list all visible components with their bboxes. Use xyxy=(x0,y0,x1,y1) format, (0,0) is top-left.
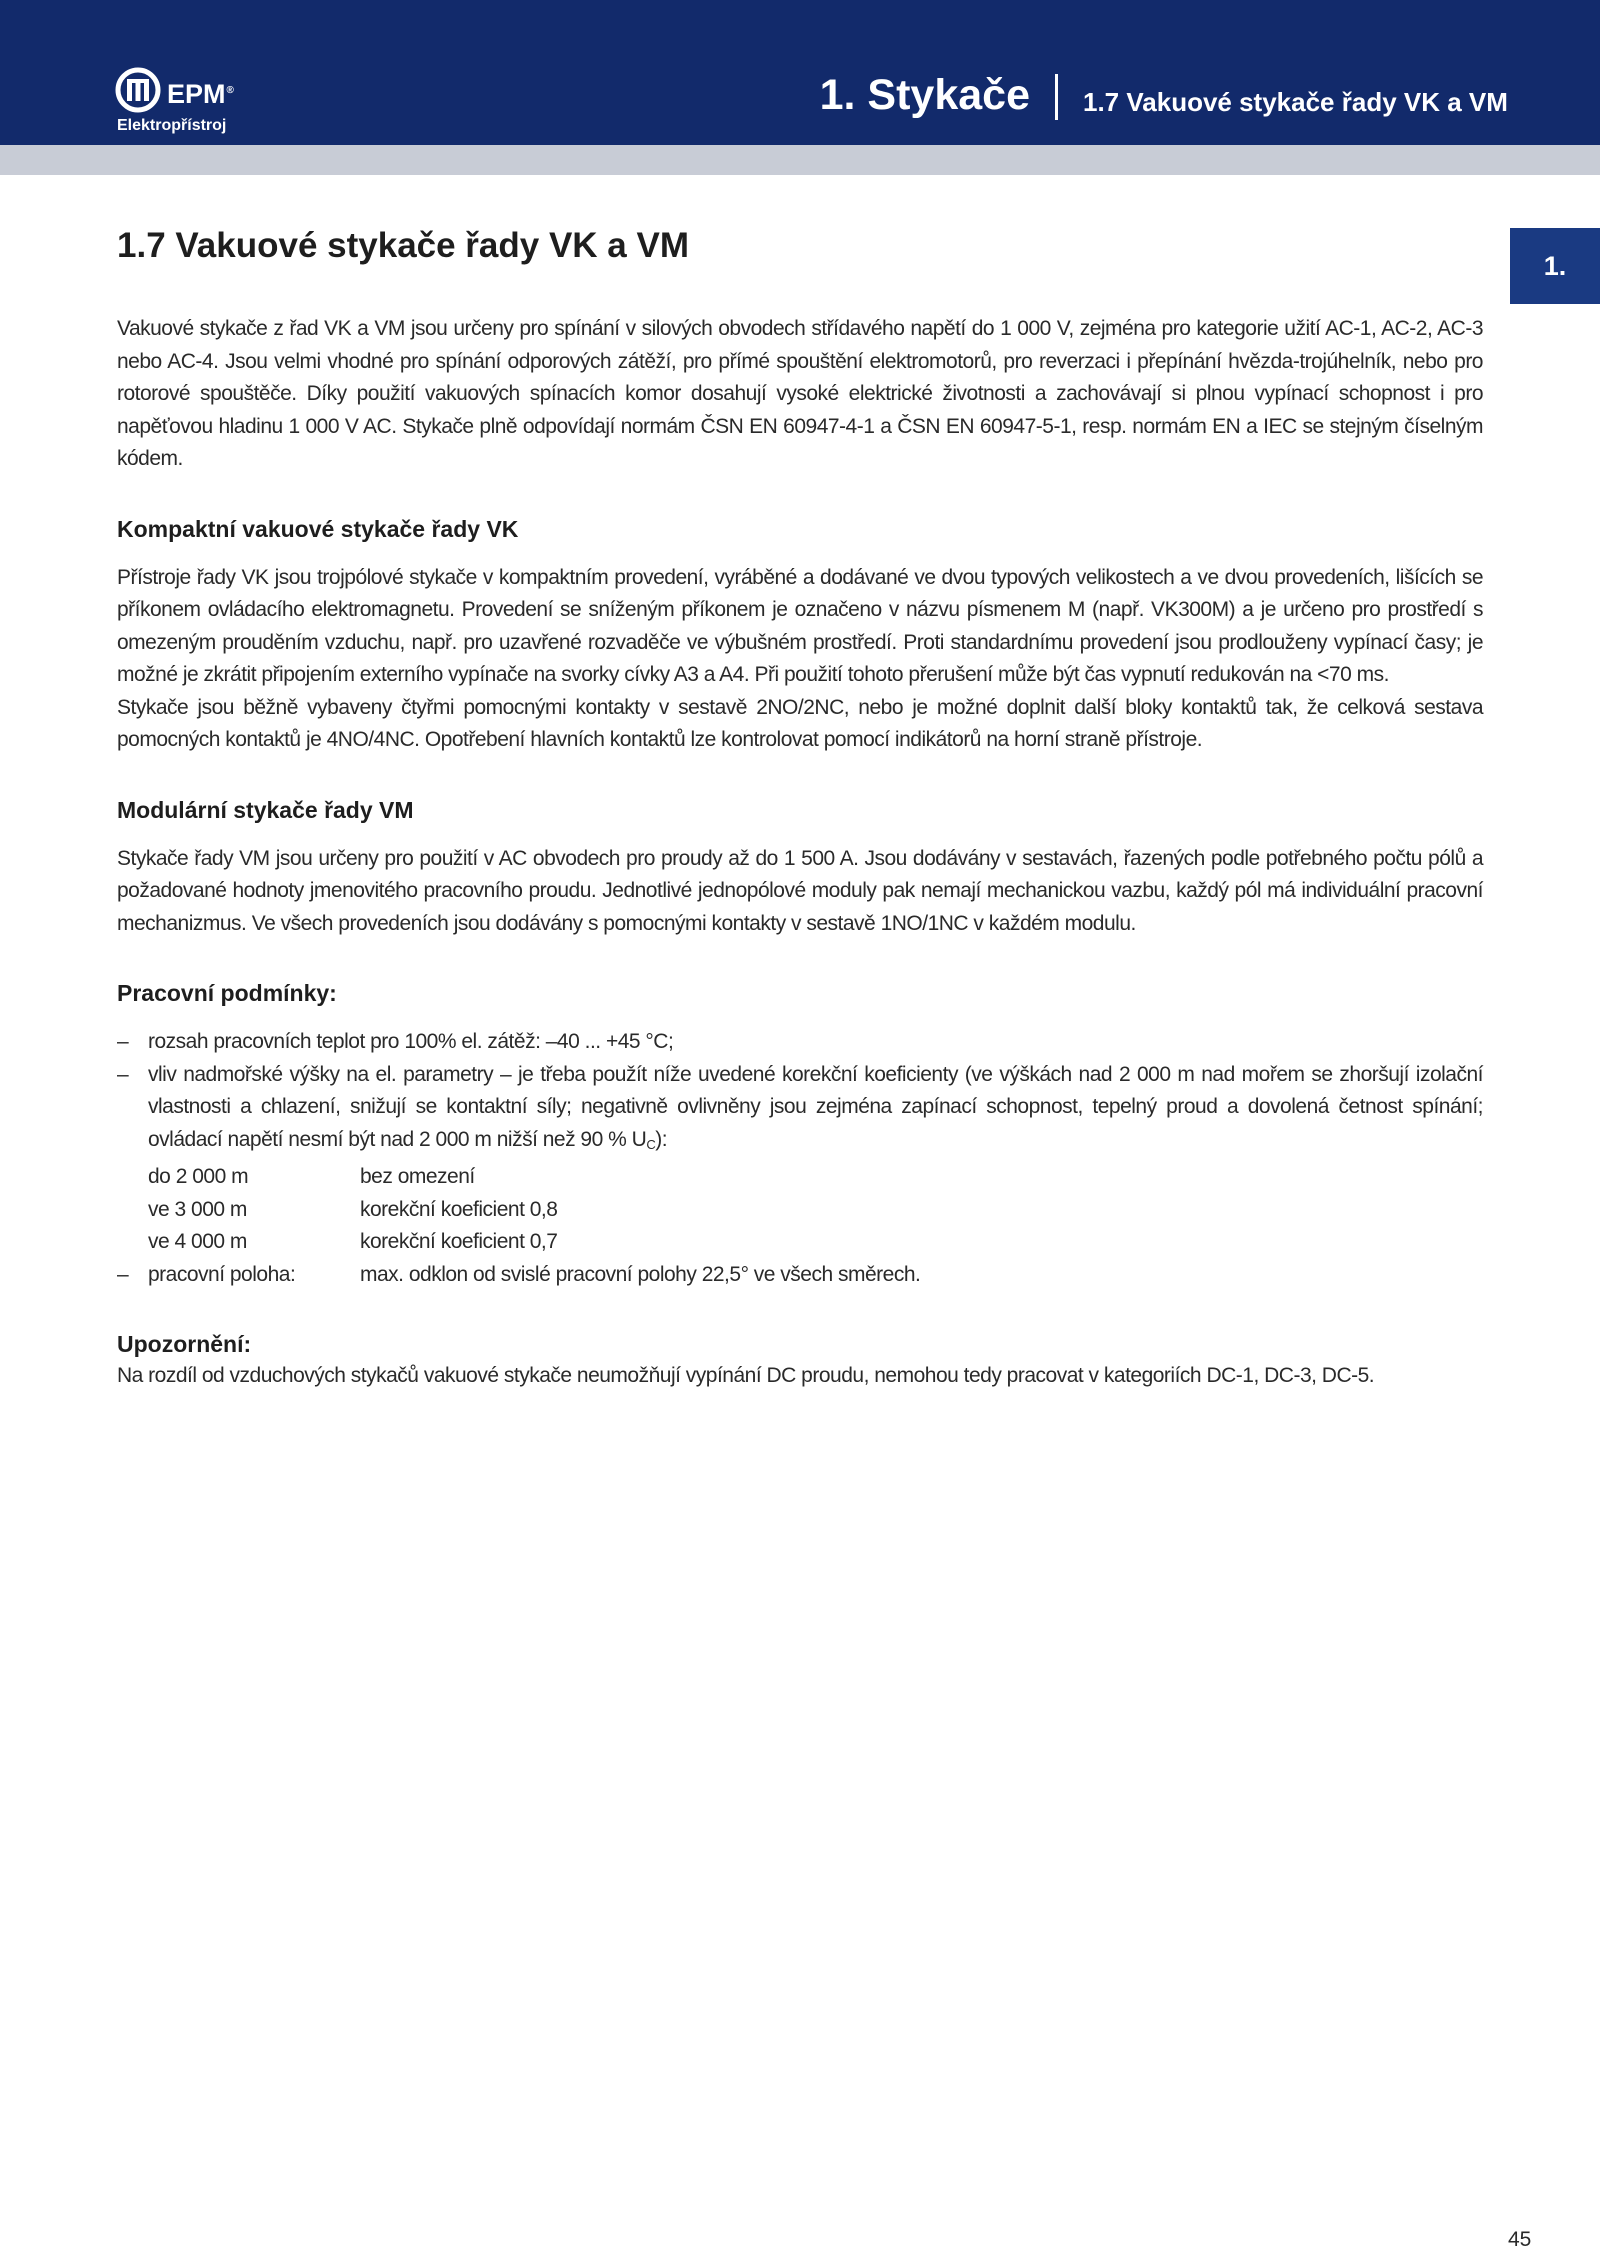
condition-altitude xyxy=(117,1059,1483,1259)
condition-position xyxy=(117,1259,1483,1292)
position-value: max. odklon od svislé pracovní polohy 22,5° ve všech směrech. xyxy=(360,1262,921,1286)
condition-altitude-text: vliv nadmořské výšky na el. parametry – je třeba použít níže uvedené korekční koeficienty (ve výškách nad 2 000 m nad mořem se zhoršují izolační vlastnosti a chlazení, snižují se kontaktní síly; negativně ovlivněny jsou zejména zapínací schopnost, tepelný proud a dovolená četnost spínání; ovládací napětí nesmí být nad 2 000 m nižší než 90 % U xyxy=(148,1062,1483,1151)
condition-altitude-end: ): xyxy=(655,1127,668,1151)
main-content xyxy=(117,222,1483,1393)
dash-bullet: – xyxy=(117,1030,129,1053)
vk-paragraph-1: Přístroje řady VK jsou trojpólové stykače v kompaktním provedení, vyráběné a dodávané ve dvou typových velikostech a ve dvou provedeních, lišících se příkonem ovládacího elektromagnetu. Provedení se sníženým příkonem je označeno v názvu písmenem M (např. VK300M) a je určeno pro prostředí s omezeným prouděním vzduchu, např. pro uzavřené rozvaděče ve výbušném prostředí. Proti standardnímu provedení jsou prodlouženy vypínací časy; je možné je zkrátit připojením externího vypínače na svorky cívky A3 a A4. Při použití tohoto přerušení může být čas vypnutí redukován na <70 ms. xyxy=(117,565,1483,686)
logo-subtitle: Elektropřístroj xyxy=(117,117,227,134)
altitude-label: ve 3 000 m xyxy=(148,1197,247,1221)
altitude-value: korekční koeficient 0,8 xyxy=(360,1197,558,1221)
logo-wordmark: EPM® xyxy=(167,79,234,109)
header-section-title: 1.7 Vakuové stykače řady VK a VM xyxy=(1083,87,1508,117)
chapter-side-tab[interactable]: 1. xyxy=(1510,228,1600,304)
altitude-label: ve 4 000 m xyxy=(148,1230,247,1253)
altitude-label: do 2 000 m xyxy=(148,1165,249,1188)
header-grey-band xyxy=(0,145,1600,175)
vk-heading: Kompaktní vakuové stykače řady VK xyxy=(117,515,519,542)
altitude-row xyxy=(148,1161,1483,1194)
epm-logo xyxy=(115,63,265,143)
condition-temperature-text: rozsah pracovních teplot pro 100% el. zátěž: –40 ... +45 °C; xyxy=(148,1030,674,1053)
position-row xyxy=(148,1259,1483,1292)
header-divider xyxy=(1055,74,1058,120)
conditions-heading: Pracovní podmínky: xyxy=(117,980,337,1006)
page-title: 1.7 Vakuové stykače řady VK a VM xyxy=(117,226,689,265)
altitude-value: korekční koeficient 0,7 xyxy=(360,1230,558,1253)
warning-text: Na rozdíl od vzduchových stykačů vakuové stykače neumožňují vypínání DC proudu, nemohou tedy pracovat v kategoriích DC-1, DC-3, DC-5. xyxy=(117,1364,1375,1387)
altitude-value: bez omezení xyxy=(360,1165,475,1188)
altitude-row xyxy=(148,1226,1483,1259)
conditions-list xyxy=(117,1026,1483,1291)
epm-logo-icon xyxy=(115,67,161,113)
altitude-row xyxy=(148,1194,1483,1227)
page-number: 45 xyxy=(1508,2228,1532,2251)
condition-temperature xyxy=(117,1026,1483,1059)
vm-paragraph: Stykače řady VM jsou určeny pro použití v AC obvodech pro proudy až do 1 500 A. Jsou dodávány v sestavách, řazených podle potřebného počtu pólů a požadované hodnoty jmenovitého pracovního proudu. Jednotlivé jednopólové moduly pak nemají mechanickou vazbu, každý pól má individuální pracovní mechanizmus. Ve všech provedeních jsou dodávány s pomocnými kontakty v sestavě 1NO/1NC v každém modulu. xyxy=(117,846,1483,935)
intro-paragraph: Vakuové stykače z řad VK a VM jsou určeny pro spínání v silových obvodech střídavého napětí do 1 000 V, zejména pro kategorie užití AC-1, AC-2, AC-3 nebo AC-4. Jsou velmi vhodné pro spínání odporových zátěží, pro přímé spouštění elektromotorů, pro reverzaci i přepínání hvězda-trojúhelník, nebo pro rotorové spouštěče. Díky použití vakuových spínacích komor dosahují vysoké elektrické životnosti a zachovávají si plnou vypínací schopnost i pro napěťovou hladinu 1 000 V AC. Stykače plně odpovídají normám ČSN EN 60947-4-1 a ČSN EN 60947-5-1, resp. normám EN a IEC se stejným číselným kódem. xyxy=(117,317,1483,470)
warning-heading: Upozornění: xyxy=(117,1331,252,1357)
vk-paragraph-2: Stykače jsou běžně vybaveny čtyřmi pomocnými kontakty v sestavě 2NO/2NC, nebo je možné doplnit další bloky kontaktů tak, že celková sestava pomocných kontaktů je 4NO/4NC. Opotřebení hlavních kontaktů lze kontrolovat pomocí indikátorů na horní straně přístroje. xyxy=(117,695,1483,751)
dash-bullet: – xyxy=(117,1262,129,1286)
uc-subscript: C xyxy=(646,1136,656,1152)
header-chapter-title: 1. Stykače xyxy=(819,71,1030,119)
dash-bullet: – xyxy=(117,1062,129,1086)
vm-heading: Modulární stykače řady VM xyxy=(117,796,414,823)
position-label: pracovní poloha: xyxy=(148,1262,296,1286)
